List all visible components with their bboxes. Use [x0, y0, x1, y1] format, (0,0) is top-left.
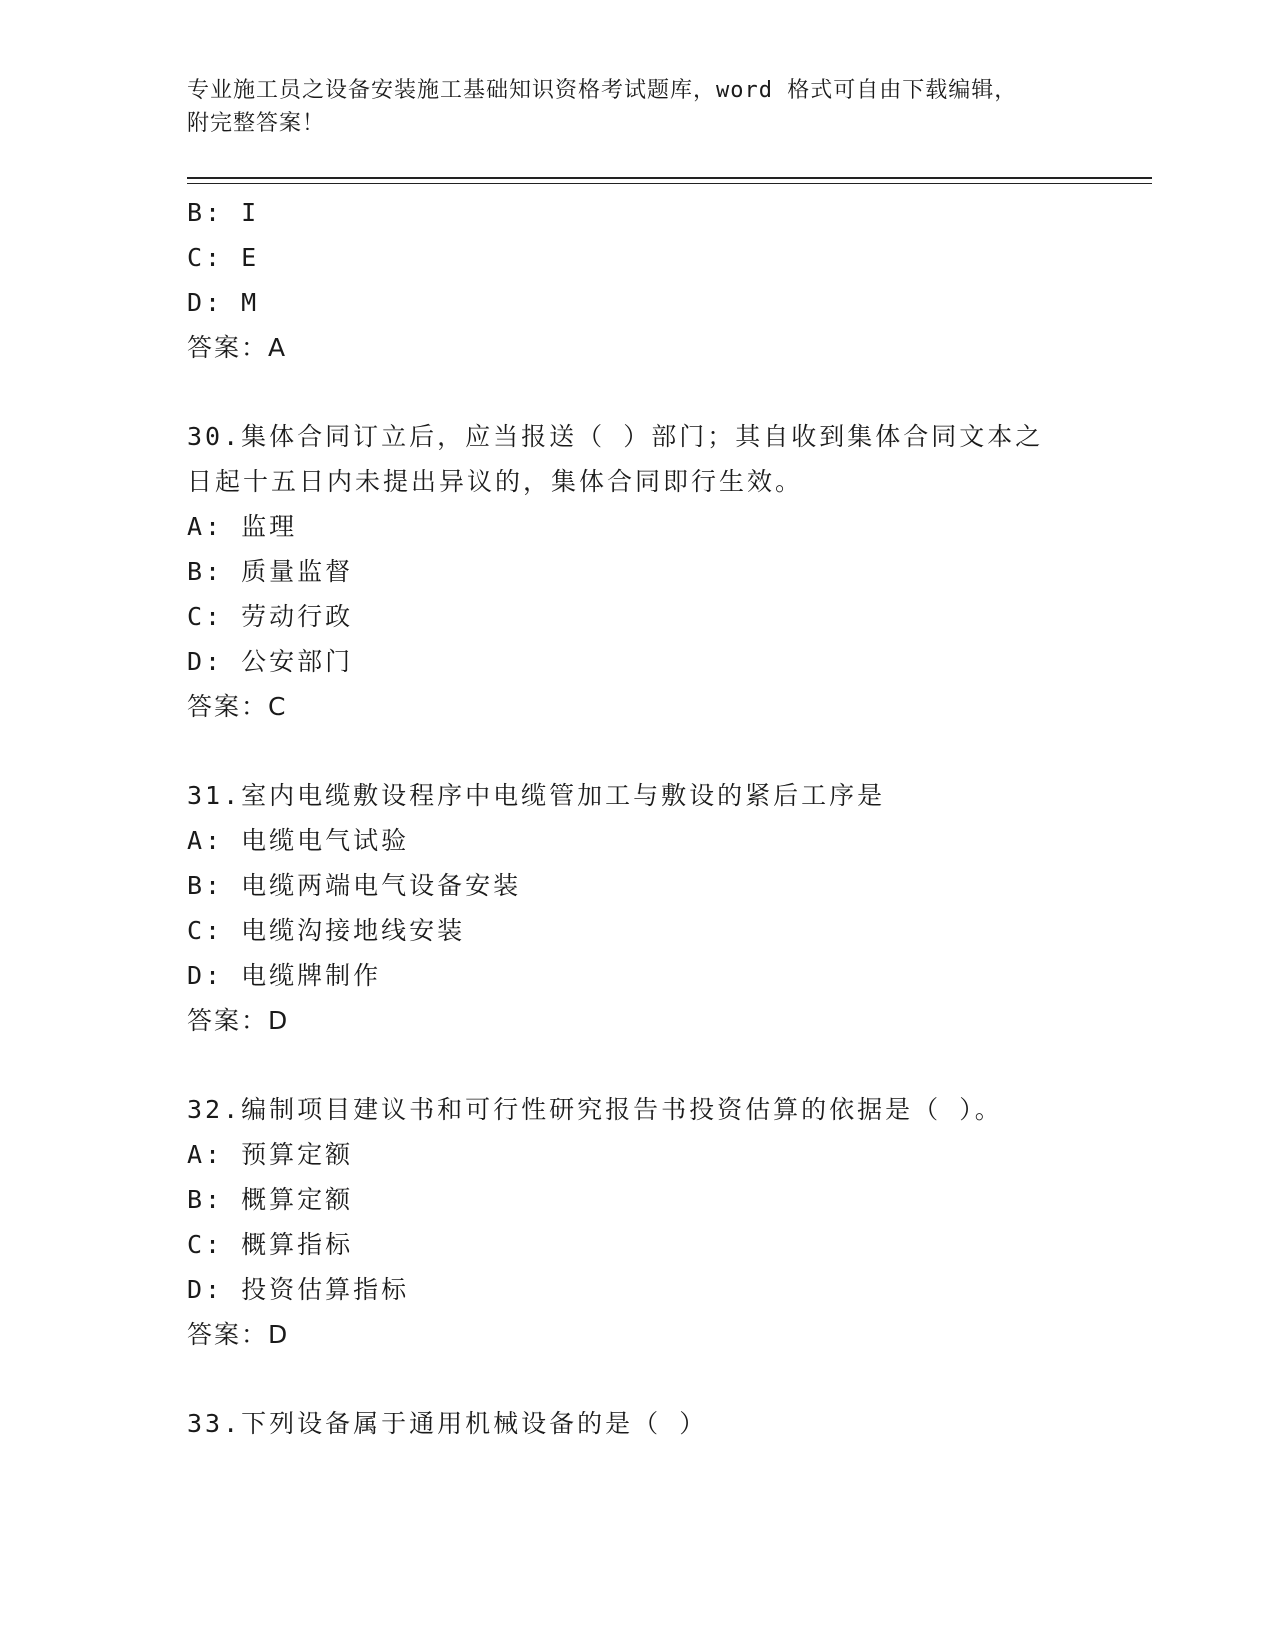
question-text: 32.编制项目建议书和可行性研究报告书投资估算的依据是（ ）。 — [187, 1095, 1003, 1124]
option-a: A: 监理 — [187, 512, 298, 541]
answer-line: 答案：D — [187, 1320, 290, 1349]
option-d: D: 公安部门 — [187, 647, 354, 676]
option-d: D: M — [187, 288, 260, 317]
spacer — [187, 370, 1107, 414]
option-c: C: 劳动行政 — [187, 602, 354, 631]
option-a: A: 预算定额 — [187, 1140, 354, 1169]
spacer — [187, 729, 1107, 773]
option-c: C: 概算指标 — [187, 1230, 354, 1259]
question-30 — [187, 414, 1107, 729]
answer-line: 答案：D — [187, 1006, 290, 1035]
header-line-1: 专业施工员之设备安装施工基础知识资格考试题库，word 格式可自由下载编辑， — [187, 78, 1018, 103]
question-31 — [187, 773, 1107, 1043]
option-c: C: E — [187, 243, 260, 272]
option-d: D: 电缆牌制作 — [187, 961, 382, 990]
question-text-continued: 日起十五日内未提出异议的，集体合同即行生效。 — [187, 467, 804, 496]
option-b: B: 质量监督 — [187, 557, 354, 586]
question-list — [187, 190, 1107, 1446]
question-text: 33.下列设备属于通用机械设备的是（ ） — [187, 1409, 708, 1438]
spacer — [187, 1357, 1107, 1401]
document-header — [187, 74, 1087, 140]
header-divider-thick — [187, 177, 1152, 179]
question-text: 30.集体合同订立后，应当报送（ ）部门；其自收到集体合同文本之 — [187, 422, 1044, 451]
spacer — [187, 1043, 1107, 1087]
question-32 — [187, 1087, 1107, 1357]
question-29-tail — [187, 190, 1107, 370]
option-c: C: 电缆沟接地线安装 — [187, 916, 466, 945]
header-divider-thin — [187, 183, 1152, 184]
option-b: B: 电缆两端电气设备安装 — [187, 871, 522, 900]
answer-line: 答案：A — [187, 333, 288, 362]
question-33 — [187, 1401, 1107, 1446]
header-line-2: 附完整答案！ — [187, 111, 326, 136]
option-b: B: I — [187, 198, 260, 227]
option-b: B: 概算定额 — [187, 1185, 354, 1214]
answer-line: 答案：C — [187, 692, 288, 721]
option-d: D: 投资估算指标 — [187, 1275, 410, 1304]
question-text: 31.室内电缆敷设程序中电缆管加工与敷设的紧后工序是 — [187, 781, 886, 810]
option-a: A: 电缆电气试验 — [187, 826, 410, 855]
